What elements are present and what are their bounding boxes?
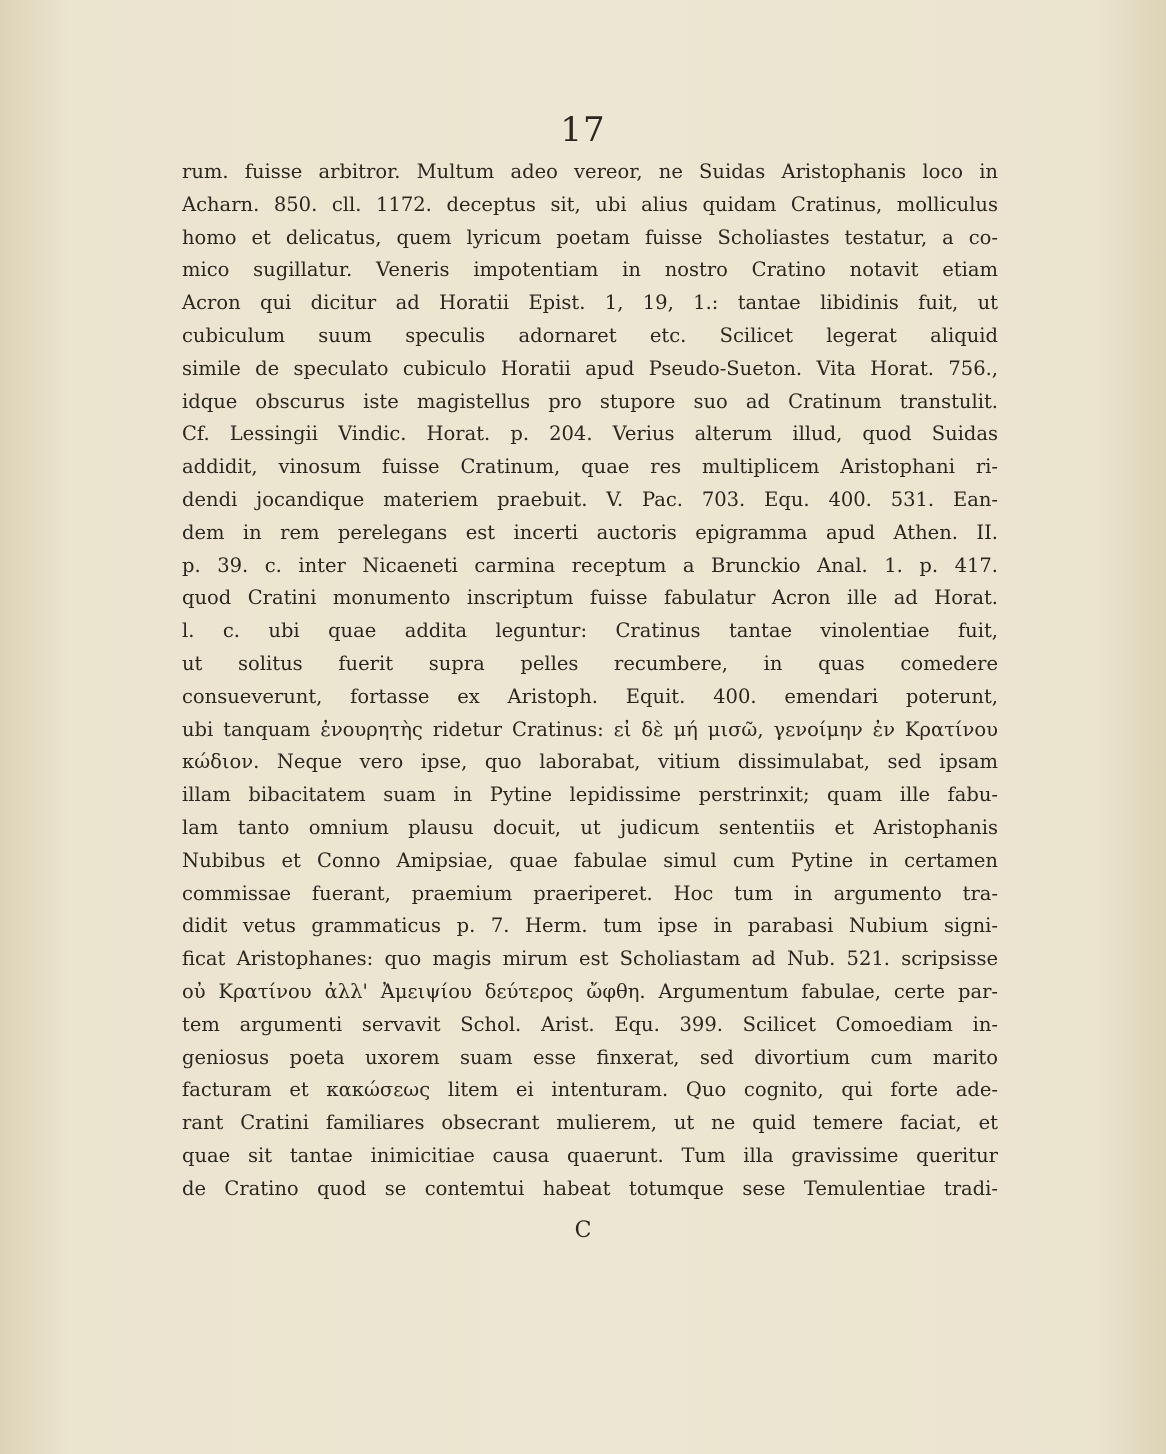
text-line: mico sugillatur. Veneris impotentiam in nostro Cratino notavit etiam [182,258,998,282]
text-line: idque obscurus iste magistellus pro stupore suo ad Cratinum transtulit. [182,389,998,413]
text-line: Nubibus et Conno Amipsiae, quae fabulae simul cum Pytine in certamen [182,848,998,872]
text-line: quae sit tantae inimicitiae causa quaerunt. Tum illa gravissime queritur [182,1143,998,1167]
body-text [182,156,998,1206]
text-line: addidit, vinosum fuisse Cratinum, quae res multiplicem Aristophani ri- [182,455,998,479]
text-line: Cf. Lessingii Vindic. Horat. p. 204. Verius alterum illud, quod Suidas [182,422,998,446]
text-line: lam tanto omnium plausu docuit, ut judicum sententiis et Aristophanis [182,815,998,839]
text-line: geniosus poeta uxorem suam esse finxerat, sed divortium cum marito [182,1045,998,1069]
text-line: quod Cratini monumento inscriptum fuisse fabulatur Acron ille ad Horat. [182,586,998,610]
text-line: Acron qui dicitur ad Horatii Epist. 1, 19, 1.: tantae libidinis fuit, ut [182,291,998,315]
text-line: simile de speculato cubiculo Horatii apud Pseudo-Sueton. Vita Horat. 756., [182,356,998,380]
signature-mark: C [574,1218,592,1243]
text-line: homo et delicatus, quem lyricum poetam fuisse Scholiastes testatur, a co- [182,225,998,249]
text-line: didit vetus grammaticus p. 7. Herm. tum ipse in parabasi Nubium signi- [182,914,998,938]
text-line: dem in rem perelegans est incerti auctoris epigramma apud Athen. II. [182,520,998,544]
text-line: rant Cratini familiares obsecrant mulierem, ut ne quid temere faciat, et [182,1111,998,1135]
text-line: κώδιον. Neque vero ipse, quo laborabat, vitium dissimulabat, sed ipsam [182,750,998,774]
text-line: l. c. ubi quae addita leguntur: Cratinus tantae vinolentiae fuit, [182,619,998,643]
text-line: consueverunt, fortasse ex Aristoph. Equit. 400. emendari poterunt, [182,684,998,708]
text-line: οὐ Κρατίνου ἀλλ' Ἀμειψίου δεύτερος ὤφθη. Argumentum fabulae, certe par- [182,979,998,1003]
text-line: ut solitus fuerit supra pelles recumbere, in quas comedere [182,651,998,675]
text-line: Acharn. 850. cll. 1172. deceptus sit, ubi alius quidam Cratinus, molliculus [182,192,998,216]
text-line: p. 39. c. inter Nicaeneti carmina receptum a Brunckio Anal. 1. p. 417. [182,553,998,577]
text-line: facturam et κακώσεως litem ei intenturam. Quo cognito, qui forte ade- [182,1078,998,1102]
text-line: dendi jocandique materiem praebuit. V. Pac. 703. Equ. 400. 531. Ean- [182,487,998,511]
text-line: cubiculum suum speculis adornaret etc. Scilicet legerat aliquid [182,323,998,347]
text-line: de Cratino quod se contemtui habeat totumque sese Temulentiae tradi- [182,1176,998,1200]
text-line: ficat Aristophanes: quo magis mirum est Scholiastam ad Nub. 521. scripsisse [182,947,998,971]
text-line: tem argumenti servavit Schol. Arist. Equ. 399. Scilicet Comoediam in- [182,1012,998,1036]
text-line: commissae fuerant, praemium praeriperet. Hoc tum in argumento tra- [182,881,998,905]
text-line: illam bibacitatem suam in Pytine lepidissime perstrinxit; quam ille fabu- [182,783,998,807]
text-line: ubi tanquam ἐνουρητὴς ridetur Cratinus: εἰ δὲ μή μισῶ, γενοίμην ἐν Κρατίνου [182,717,998,741]
page-number: 17 [560,110,606,150]
text-line: rum. fuisse arbitror. Multum adeo vereor, ne Suidas Aristophanis loco in [182,160,998,183]
